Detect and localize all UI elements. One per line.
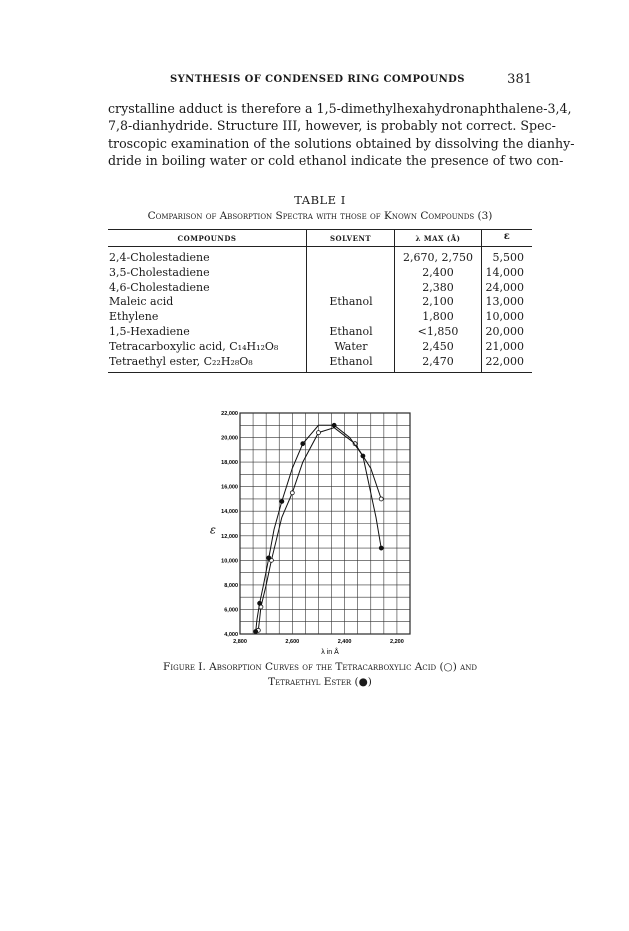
cell-compound: 1,5-Hexadiene . . . [109, 326, 305, 338]
cell-lambda-max: 2,400 [422, 265, 454, 279]
header-lambda-max: λ MAX (Å) [415, 234, 461, 243]
text-line: troscopic examination of the solutions obtained by dissolving the dianhy- [108, 135, 575, 151]
data-point-filled [254, 630, 258, 634]
cell-lambda-max: 1,800 [422, 310, 454, 324]
data-point-filled [332, 423, 336, 427]
table-row [108, 356, 532, 368]
cell-lambda-max: 2,470 [422, 354, 454, 368]
y-tick-label: 16,000 [221, 484, 238, 491]
running-title: SYNTHESIS OF CONDENSED RING COMPOUNDS [170, 74, 465, 85]
data-point-filled [379, 546, 383, 550]
y-tick-label: 22,000 [221, 411, 238, 417]
data-point-filled [280, 499, 284, 503]
cell-solvent: Ethanol [329, 325, 373, 338]
x-tick-label: 2,400 [337, 639, 352, 645]
header-compounds: COMPOUNDS [177, 234, 237, 243]
header-epsilon: ε [503, 231, 511, 242]
cell-lambda-max: 2,670, 2,750 [403, 251, 473, 264]
data-point-filled [267, 556, 271, 560]
cell-compound: Tetracarboxylic acid, C₁₄H₁₂O₈ . . . [109, 341, 305, 353]
table-row [108, 326, 532, 338]
cell-compound: 2,4-Cholestadiene . . . [109, 252, 305, 264]
table-caption: Comparison of Absorption Spectra with those of Known Compounds (3) [147, 210, 493, 222]
cell-epsilon: 21,000 [485, 339, 524, 353]
cell-solvent: Ethanol [329, 354, 373, 368]
y-tick-label: 6,000 [224, 607, 238, 614]
x-tick-label: 2,800 [233, 639, 247, 645]
cell-lambda-max: 2,100 [422, 295, 454, 309]
absorption-chart [200, 398, 430, 658]
table-row [108, 296, 532, 308]
cell-lambda-max: <1,850 [417, 325, 459, 338]
cell-epsilon: 14,000 [485, 265, 524, 279]
table-bottom-rule [108, 372, 532, 373]
data-point-filled [361, 454, 365, 458]
cell-compound: Ethylene . . . [109, 311, 305, 323]
cell-compound: Maleic acid . . . [109, 296, 305, 308]
y-tick-label: 4,000 [224, 632, 238, 638]
table-row [108, 282, 532, 294]
cell-solvent: Water [334, 339, 368, 353]
y-tick-label: 14,000 [221, 509, 238, 516]
cell-compound: Tetraethyl ester, C₂₂H₂₈O₈ . . . [109, 356, 305, 368]
y-tick-label: 18,000 [221, 460, 238, 467]
text-line: dride in boiling water or cold ethanol indicate the presence of two con- [108, 152, 564, 168]
y-tick-label: 20,000 [221, 435, 238, 442]
cell-lambda-max: 2,380 [422, 280, 454, 294]
header-solvent: SOLVENT [329, 234, 372, 243]
table-row [108, 341, 532, 353]
cell-epsilon: 5,500 [492, 251, 524, 264]
figure-caption-line: Figure I. Absorption Curves of the Tetracarboxylic Acid (○) and [163, 661, 477, 673]
cell-epsilon: 22,000 [485, 354, 524, 368]
y-tick-label: 12,000 [221, 533, 238, 540]
y-axis-label: ε [210, 523, 216, 537]
figure-caption-line: Tetraethyl Ester (●) [268, 676, 372, 688]
cell-compound: 3,5-Cholestadiene . . . [109, 267, 305, 279]
data-point-open [316, 431, 320, 435]
table-title: TABLE I [294, 193, 346, 207]
running-header [108, 72, 532, 90]
table-row [108, 267, 532, 279]
cell-epsilon: 13,000 [485, 295, 524, 309]
cell-solvent: Ethanol [329, 295, 373, 309]
absorption-table [108, 229, 532, 373]
text-line: 7,8-dianhydride. Structure III, however, is probably not correct. Spec- [108, 118, 556, 134]
absorption-figure [200, 398, 430, 658]
x-tick-label: 2,200 [390, 639, 404, 645]
data-point-open [290, 491, 294, 495]
table-row [108, 311, 532, 323]
cell-lambda-max: 2,450 [422, 339, 454, 353]
table-top-rule [108, 229, 532, 230]
table-row [108, 252, 532, 264]
cell-epsilon: 20,000 [485, 325, 524, 338]
cell-compound: 4,6-Cholestadiene . . . [109, 282, 305, 294]
cell-epsilon: 10,000 [485, 310, 524, 324]
cell-epsilon: 24,000 [485, 280, 524, 294]
y-tick-label: 8,000 [224, 582, 238, 589]
table-header-rule [108, 246, 532, 247]
data-point-filled [301, 442, 305, 446]
x-axis-label: λ in Å [321, 649, 339, 656]
figure-caption [108, 660, 532, 690]
paragraph-intro [108, 100, 575, 169]
text-line: crystalline adduct is therefore a 1,5-dimethylhexahydronaphthalene-3,4, [108, 101, 572, 116]
y-tick-label: 10,000 [221, 558, 238, 565]
page-number: 381 [507, 72, 532, 87]
x-tick-label: 2,600 [285, 639, 300, 645]
data-point-filled [258, 601, 262, 605]
data-point-open [379, 497, 383, 501]
